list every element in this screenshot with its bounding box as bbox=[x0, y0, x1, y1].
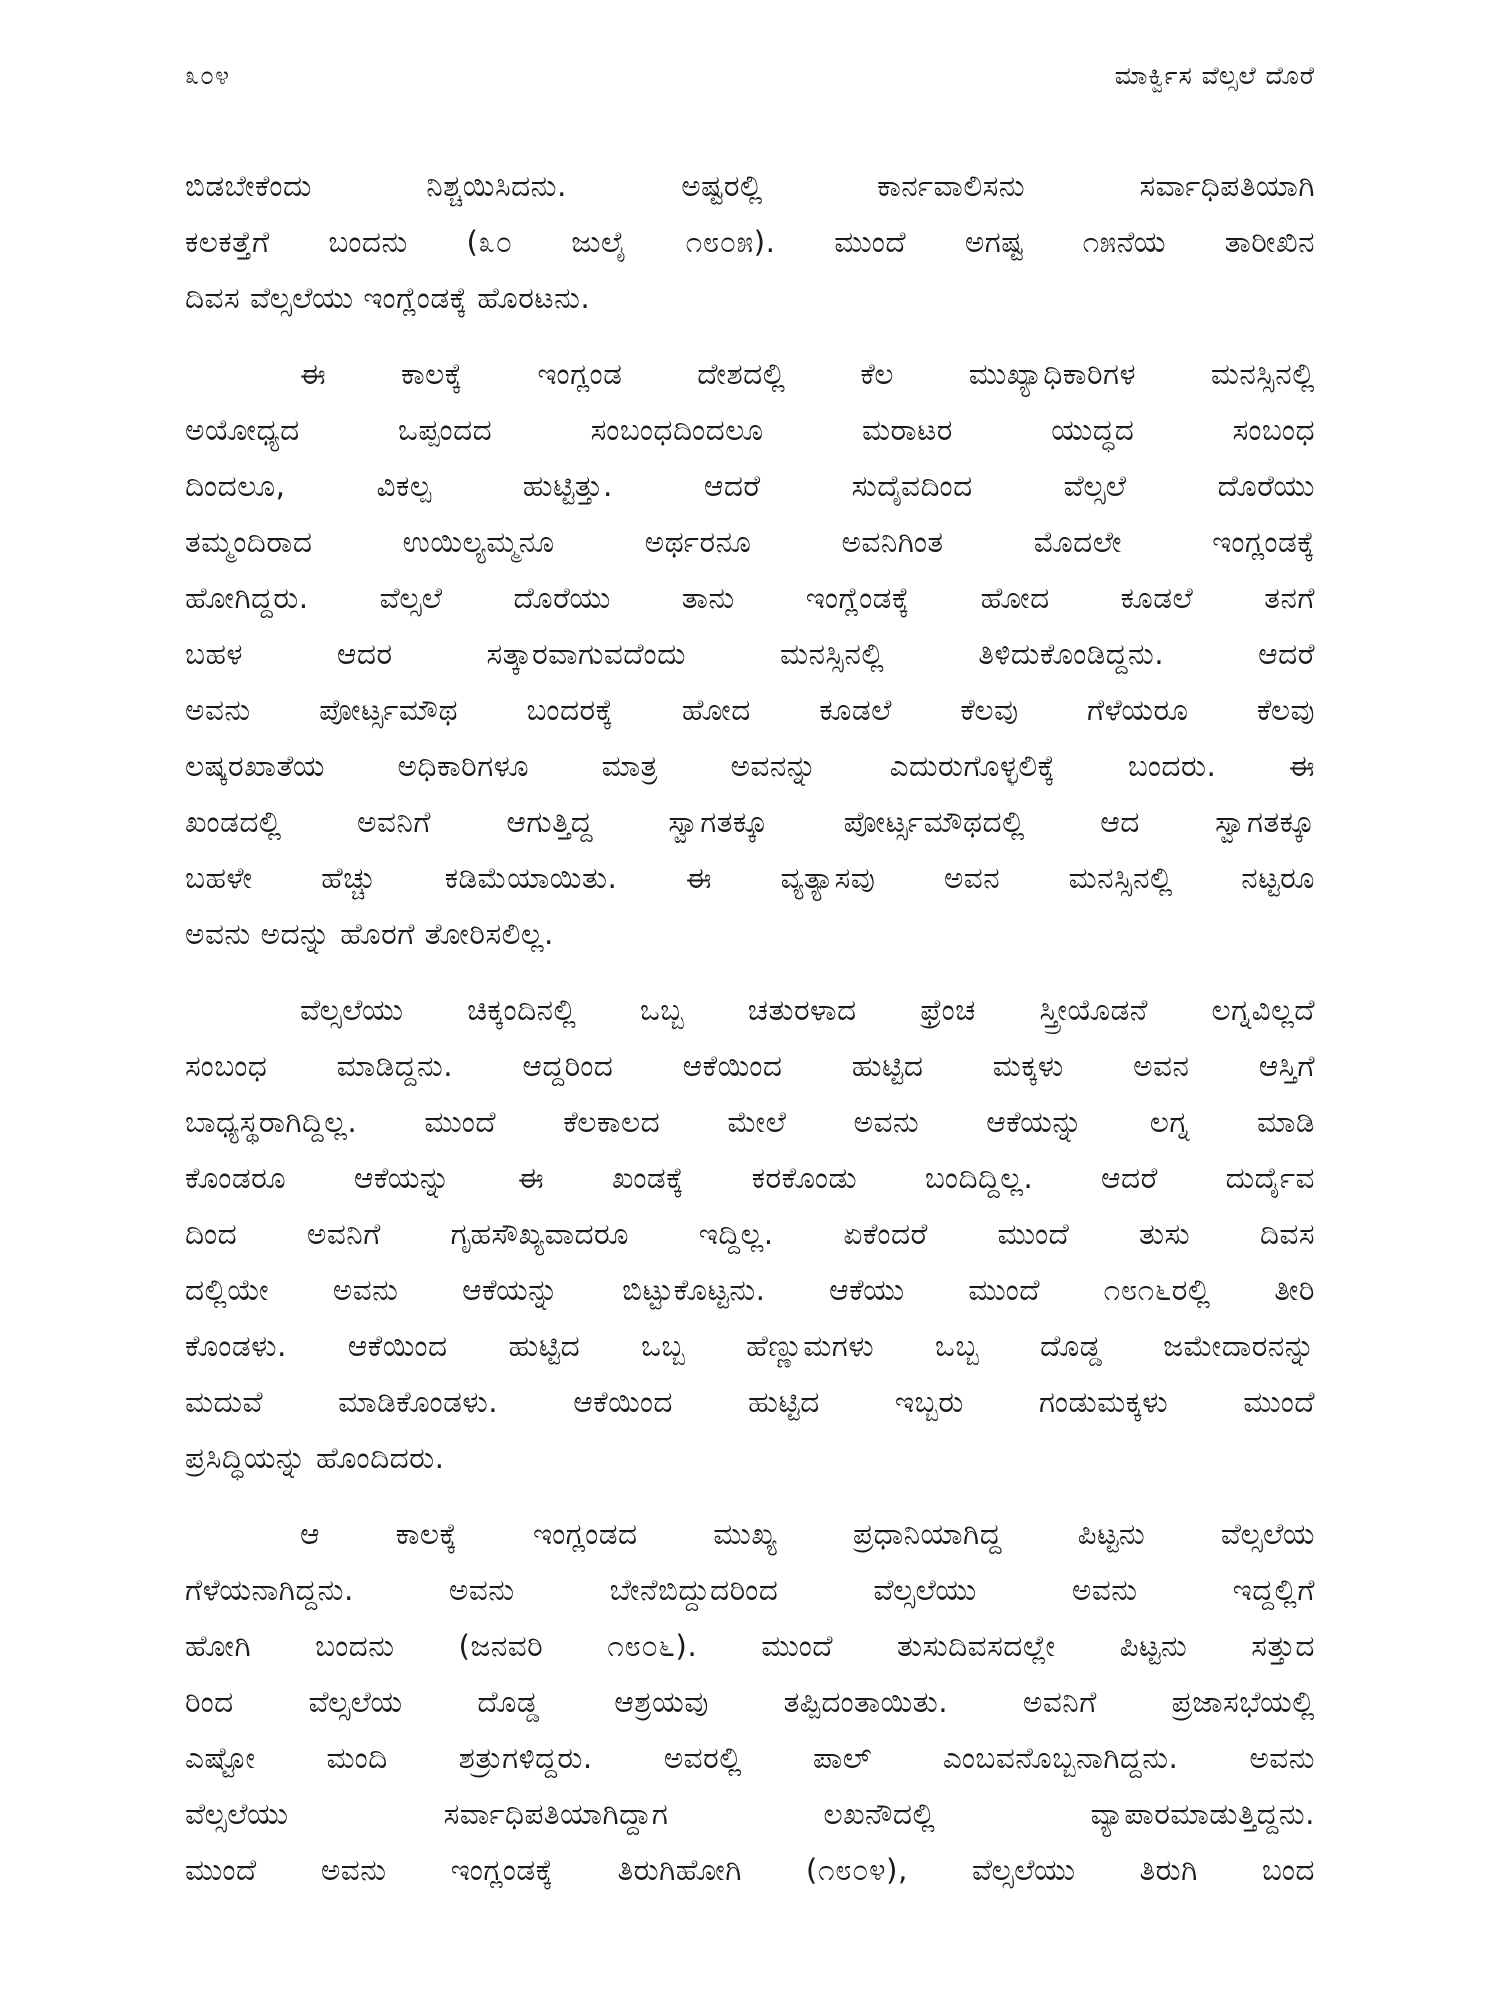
text-line: ಲಷ್ಕರಖಾತೆಯ ಅಧಿಕಾರಿಗಳೂ ಮಾತ್ರ ಅವನನ್ನು ಎದುರುಗೊಳ್ಳಲಿಕ್ಕೆ ಬಂದರು. ಈ bbox=[185, 749, 1315, 783]
text-line: ತಮ್ಮಂದಿರಾದ ಉಯಿಲ್ಯಮ್ಮನೂ ಅರ್ಥರನೂ ಅವನಿಗಿಂತ ಮೊದಲೇ ಇಂಗ್ಲಂಡಕ್ಕೆ bbox=[185, 525, 1315, 559]
text-line: ಮುಂದೆ ಅವನು ಇಂಗ್ಲಂಡಕ್ಕೆ ತಿರುಗಿಹೋಗಿ (೧೮೦೪), ವೆಲ್ಸಲೆಯು ತಿರುಗಿ ಬಂದ bbox=[185, 1853, 1315, 1887]
text-line: ಮದುವೆ ಮಾಡಿಕೊಂಡಳು. ಆಕೆಯಿಂದ ಹುಟ್ಟಿದ ಇಬ್ಬರು ಗಂಡುಮಕ್ಕಳು ಮುಂದೆ bbox=[185, 1385, 1315, 1419]
running-header bbox=[185, 56, 1315, 96]
text-line: ಅವನು ಅದನ್ನು ಹೊರಗೆ ತೋರಿಸಲಿಲ್ಲ. bbox=[185, 917, 554, 951]
text-line: ಕೊಂಡಳು. ಆಕೆಯಿಂದ ಹುಟ್ಟಿದ ಒಬ್ಬ ಹೆಣ್ಣುಮಗಳು ಒಬ್ಬ ದೊಡ್ಡ ಜಮೇದಾರನನ್ನು bbox=[185, 1329, 1315, 1363]
text-line: ಕೊಂಡರೂ ಆಕೆಯನ್ನು ಈ ಖಂಡಕ್ಕೆ ಕರಕೊಂಡು ಬಂದಿದ್ದಿಲ್ಲ. ಆದರೆ ದುರ್ದೈವ bbox=[185, 1161, 1315, 1195]
text-line: ಅಯೋಧ್ಯದ ಒಪ್ಪಂದದ ಸಂಬಂಧದಿಂದಲೂ ಮರಾಟರ ಯುದ್ಧದ ಸಂಬಂಧ bbox=[185, 413, 1315, 447]
running-title: ಮಾರ್ಕ್ವಿಸ ವೆಲ್ಸಲೆ ದೊರೆ bbox=[1114, 61, 1315, 90]
text-line: ಸಂಬಂಧ ಮಾಡಿದ್ದನು. ಆದ್ದರಿಂದ ಆಕೆಯಿಂದ ಹುಟ್ಟಿದ ಮಕ್ಕಳು ಅವನ ಆಸ್ತಿಗೆ bbox=[185, 1049, 1315, 1083]
body-text bbox=[185, 158, 1315, 1898]
page-number: ೩೦೪ bbox=[185, 61, 231, 90]
paragraph-1 bbox=[185, 158, 1315, 326]
text-line: ಬಹಳೇ ಹೆಚ್ಚು ಕಡಿಮೆಯಾಯಿತು. ಈ ವ್ಯತ್ಯಾಸವು ಅವನ ಮನಸ್ಸಿನಲ್ಲಿ ನಟ್ಟರೂ bbox=[185, 861, 1315, 895]
text-line: ದಿವಸ ವೆಲ್ಸಲೆಯು ಇಂಗ್ಲೆಂಡಕ್ಕೆ ಹೊರಟನು. bbox=[185, 281, 591, 315]
text-line: ಬಹಳ ಆದರ ಸತ್ಕಾರವಾಗುವದೆಂದು ಮನಸ್ಸಿನಲ್ಲಿ ತಿಳಿದುಕೊಂಡಿದ್ದನು. ಆದರೆ bbox=[185, 637, 1315, 671]
text-line: ದಿಂದಲೂ, ವಿಕಲ್ಪ ಹುಟ್ಟಿತ್ತು. ಆದರೆ ಸುದೈವದಿಂದ ವೆಲ್ಸಲೆ ದೊರೆಯು bbox=[185, 469, 1315, 503]
text-line: ದಲ್ಲಿಯೇ ಅವನು ಆಕೆಯನ್ನು ಬಿಟ್ಟುಕೊಟ್ಟನು. ಆಕೆಯು ಮುಂದೆ ೧೮೧೬ರಲ್ಲಿ ತೀರಿ bbox=[185, 1273, 1315, 1307]
paragraph-3 bbox=[185, 982, 1315, 1486]
text-line: ವೆಲ್ಸಲೆಯು ಚಿಕ್ಕಂದಿನಲ್ಲಿ ಒಬ್ಬ ಚತುರಳಾದ ಫ್ರೆಂಚ ಸ್ತ್ರೀಯೊಡನೆ ಲಗ್ನವಿಲ್ಲದೆ bbox=[300, 993, 1315, 1027]
text-line: ಆ ಕಾಲಕ್ಕೆ ಇಂಗ್ಲಂಡದ ಮುಖ್ಯ ಪ್ರಧಾನಿಯಾಗಿದ್ದ ಪಿಟ್ಟನು ವೆಲ್ಸಲೆಯ bbox=[300, 1517, 1315, 1551]
text-line: ಪ್ರಸಿದ್ಧಿಯನ್ನು ಹೊಂದಿದರು. bbox=[185, 1441, 445, 1475]
text-line: ಈ ಕಾಲಕ್ಕೆ ಇಂಗ್ಲಂಡ ದೇಶದಲ್ಲಿ ಕೆಲ ಮುಖ್ಯಾಧಿಕಾರಿಗಳ ಮನಸ್ಸಿನಲ್ಲಿ bbox=[300, 357, 1315, 391]
text-line: ವೆಲ್ಸಲೆಯು ಸರ್ವಾಧಿಪತಿಯಾಗಿದ್ದಾಗ ಲಖನೌದಲ್ಲಿ ವ್ಯಾಪಾರಮಾಡುತ್ತಿದ್ದನು. bbox=[185, 1797, 1315, 1831]
text-line: ರಿಂದ ವೆಲ್ಸಲೆಯ ದೊಡ್ಡ ಆಶ್ರಯವು ತಪ್ಪಿದಂತಾಯಿತು. ಅವನಿಗೆ ಪ್ರಜಾಸಭೆಯಲ್ಲಿ bbox=[185, 1685, 1315, 1719]
text-line: ಅವನು ಪೋರ್ಟ್ಸಮೌಥ ಬಂದರಕ್ಕೆ ಹೋದ ಕೂಡಲೆ ಕೆಲವು ಗೆಳೆಯರೂ ಕೆಲವು bbox=[185, 693, 1315, 727]
text-line: ದಿಂದ ಅವನಿಗೆ ಗೃಹಸೌಖ್ಯವಾದರೂ ಇದ್ದಿಲ್ಲ. ಏಕೆಂದರೆ ಮುಂದೆ ತುಸು ದಿವಸ bbox=[185, 1217, 1315, 1251]
text-line: ಖಂಡದಲ್ಲಿ ಅವನಿಗೆ ಆಗುತ್ತಿದ್ದ ಸ್ವಾಗತಕ್ಕೂ ಪೋರ್ಟ್ಸಮೌಥದಲ್ಲಿ ಆದ ಸ್ವಾಗತಕ್ಕೂ bbox=[185, 805, 1315, 839]
text-line: ಹೋಗಿದ್ದರು. ವೆಲ್ಸಲೆ ದೊರೆಯು ತಾನು ಇಂಗ್ಲೆಂಡಕ್ಕೆ ಹೋದ ಕೂಡಲೆ ತನಗೆ bbox=[185, 581, 1315, 615]
text-line: ಹೋಗಿ ಬಂದನು (ಜನವರಿ ೧೮೦೬). ಮುಂದೆ ತುಸುದಿವಸದಲ್ಲೇ ಪಿಟ್ಟನು ಸತ್ತುದ bbox=[185, 1629, 1315, 1663]
text-line: ಬಾಧ್ಯಸ್ಥರಾಗಿದ್ದಿಲ್ಲ. ಮುಂದೆ ಕೆಲಕಾಲದ ಮೇಲೆ ಅವನು ಆಕೆಯನ್ನು ಲಗ್ನ ಮಾಡಿ bbox=[185, 1105, 1315, 1139]
text-line: ಎಷ್ಟೋ ಮಂದಿ ಶತ್ರುಗಳಿದ್ದರು. ಅವರಲ್ಲಿ ಪಾಲ್ ಎಂಬವನೊಬ್ಬನಾಗಿದ್ದನು. ಅವನು bbox=[185, 1741, 1315, 1775]
paragraph-4 bbox=[185, 1506, 1315, 1898]
text-line: ಬಿಡಬೇಕೆಂದು ನಿಶ್ಚಯಿಸಿದನು. ಅಷ್ಟರಲ್ಲಿ ಕಾರ್ನವಾಲಿಸನು ಸರ್ವಾಧಿಪತಿಯಾಗಿ bbox=[185, 169, 1315, 203]
paragraph-2 bbox=[185, 346, 1315, 962]
text-line: ಕಲಕತ್ತೆಗೆ ಬಂದನು (೩೦ ಜುಲೈ ೧೮೦೫). ಮುಂದೆ ಅಗಷ್ಟ ೧೫ನೆಯ ತಾರೀಖಿನ bbox=[185, 225, 1315, 259]
text-line: ಗೆಳೆಯನಾಗಿದ್ದನು. ಅವನು ಬೇನೆಬಿದ್ದುದರಿಂದ ವೆಲ್ಸಲೆಯು ಅವನು ಇದ್ದಲ್ಲಿಗೆ bbox=[185, 1573, 1315, 1607]
